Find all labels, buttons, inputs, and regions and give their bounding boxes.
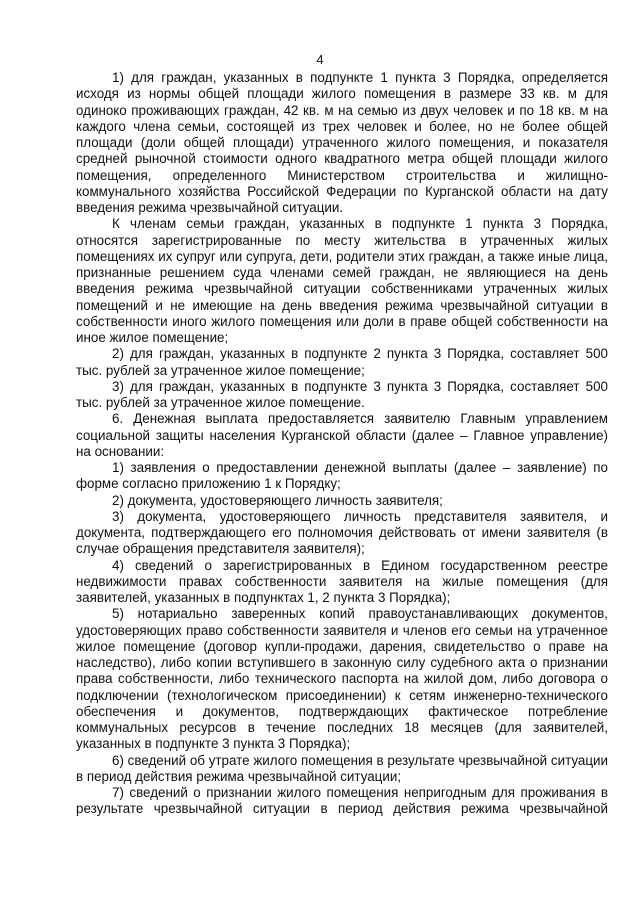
page-number: 4 <box>316 52 324 67</box>
document-body <box>76 70 608 818</box>
list-item-loss-info: 6) сведений об утрате жилого помещения в результате чрезвычайной ситуации в период действия режима чрезвычайной ситуации; <box>76 752 608 784</box>
paragraph-1-housing-norm: 1) для граждан, указанных в подпункте 1 пункта 3 Порядка, определяется исходя из нормы общей площади жилого помещения в размере 33 кв. м для одиноко проживающих граждан, 42 кв. м на семью из двух человек и по 18 кв. м на каждого члена семьи, состоящей из трех человек и более, но не более общей площади (доли общей площади) утраченного жилого помещения, и показателя средней рыночной стоимости одного квадратного метра общей площади жилого помещения, определенного Министерством строительства и жилищно-коммунального хозяйства Российской Федерации по Курганской области на дату введения режима чрезвычайной ситуации. <box>76 70 608 215</box>
paragraph-family-members: К членам семьи граждан, указанных в подпункте 1 пункта 3 Порядка, относятся зарегистрированные по месту жительства в утраченных жилых помещениях их супруг или супруга, дети, родители этих граждан, а также иные лица, признанные решением суда членами семей граждан, не являющиеся на день введения режима чрезвычайной ситуации собственниками утраченных жилых помещений и не имеющие на день введения режима чрезвычайной ситуации в собственности иного жилого помещения или доли в праве общей собственности на иное жилое помещение; <box>76 216 608 345</box>
list-item-identity-document: 2) документа, удостоверяющего личность заявителя; <box>112 492 443 508</box>
list-item-registry-info: 4) сведений о зарегистрированных в Едином государственном реестре недвижимости правах собственности заявителя на жилые помещения (для заявителей, указанных в подпунктах 1, 2 пункта 3 Порядка); <box>76 557 608 605</box>
list-item-application: 1) заявления о предоставлении денежной выплаты (далее – заявление) по форме согласно приложению 1 к Порядку; <box>76 460 608 492</box>
list-item-unfit-housing: 7) сведений о признании жилого помещения непригодным для проживания в результате чрезвычайной ситуации в период действия режима чрезвычайной <box>76 785 608 817</box>
paragraph-2-payment-amount: 2) для граждан, указанных в подпункте 2 пункта 3 Порядка, составляет 500 тыс. рублей за утраченное жилое помещение; <box>76 346 608 378</box>
paragraph-6-grounds: 6. Денежная выплата предоставляется заявителю Главным управлением социальной защиты населения Курганской области (далее – Главное управление) на основании: <box>76 411 608 459</box>
paragraph-3-payment-amount: 3) для граждан, указанных в подпункте 3 пункта 3 Порядка, составляет 500 тыс. рублей за утраченное жилое помещение. <box>76 378 608 410</box>
list-item-representative-document: 3) документа, удостоверяющего личность представителя заявителя, и документа, подтверждающего его полномочия действовать от имени заявителя (в случае обращения представителя заявителя); <box>76 508 608 557</box>
list-item-title-documents: 5) нотариально заверенных копий правоустанавливающих документов, удостоверяющих право собственности заявителя и членов его семьи на утраченное жилое помещение (договор купли-продажи, дарения, свидетельство о праве на наследство), либо копии вступившего в законную силу судебного акта о признании права собственности, либо технического паспорта на жилой дом, либо договора о подключении (технологическом присоединении) к сетям инженерно-технического обеспечения и документов, подтверждающих фактическое потребление коммунальных ресурсов в течение последних 18 месяцев (для заявителей, указанных в подпункте 3 пункта 3 Порядка); <box>76 606 608 752</box>
